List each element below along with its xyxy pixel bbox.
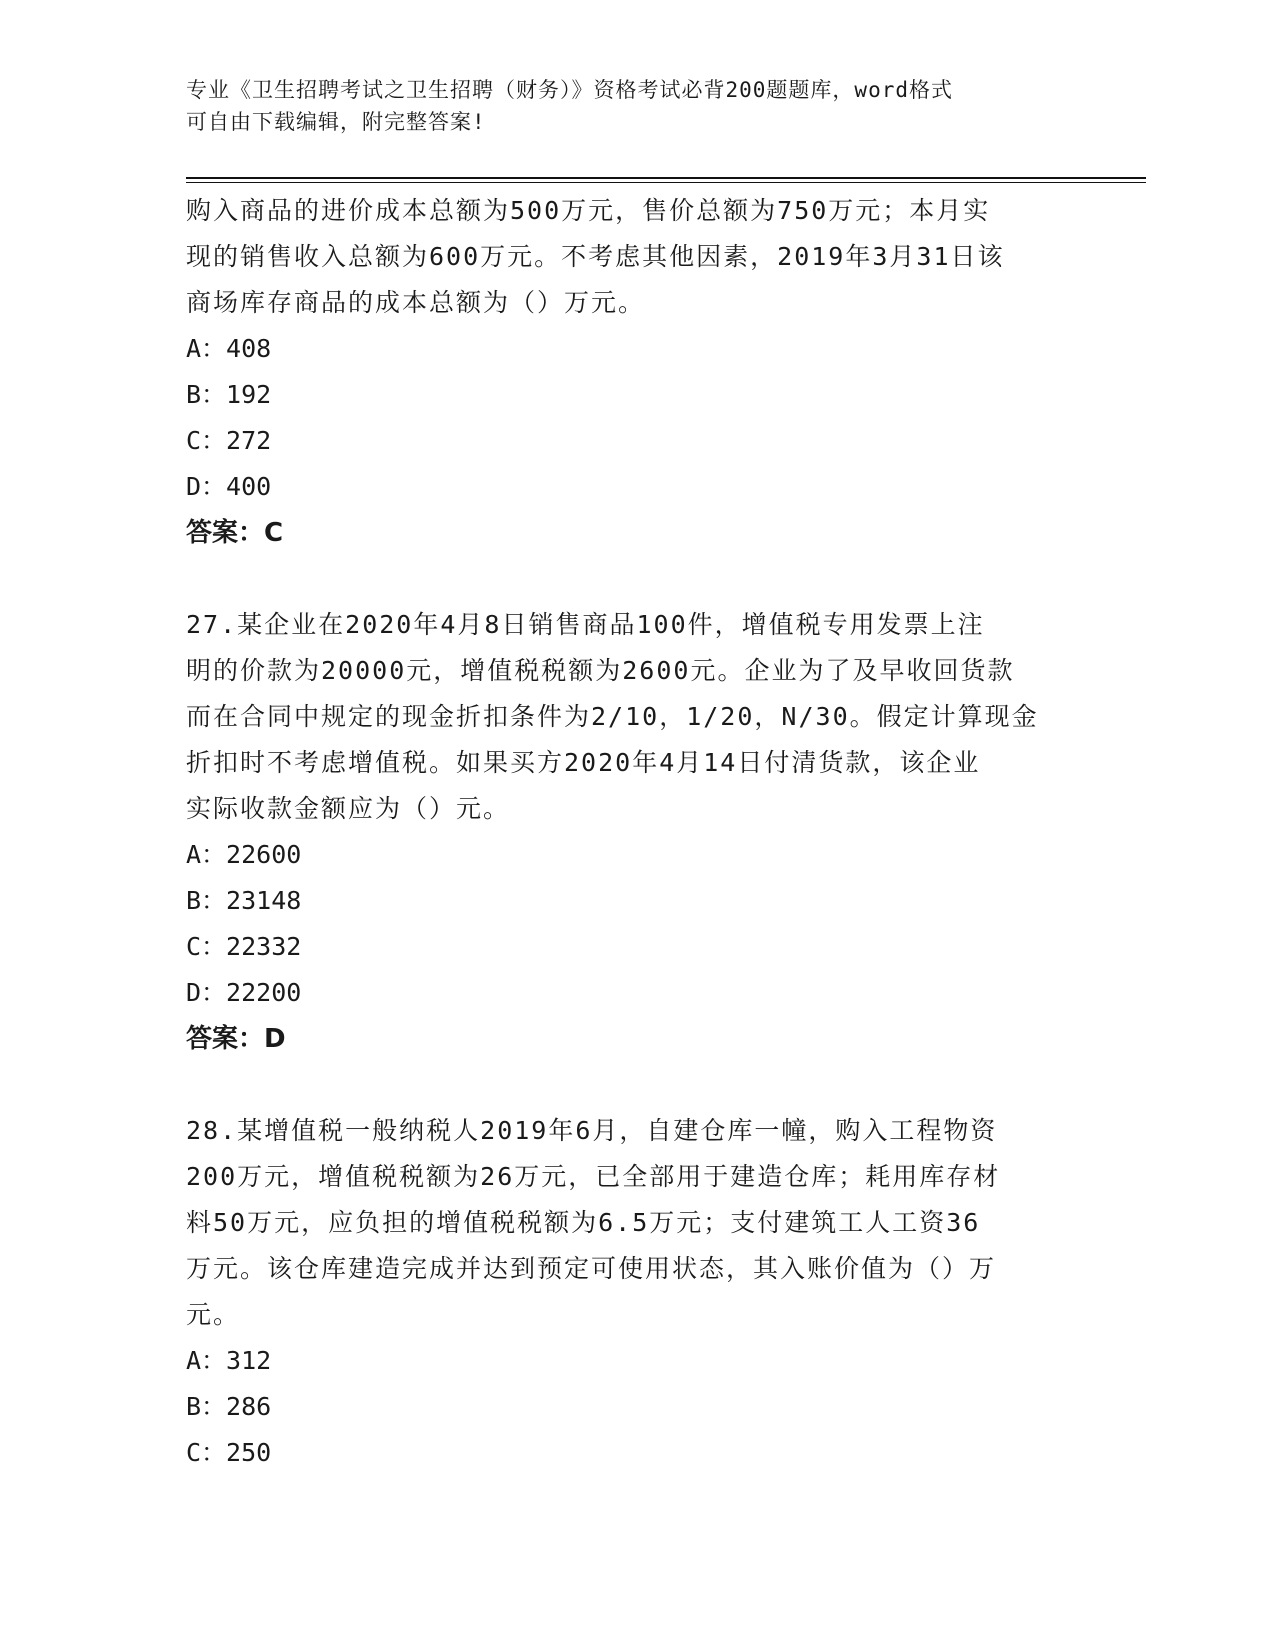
header-line-2: 可自由下载编辑，附完整答案! bbox=[186, 110, 486, 134]
question-27-answer: 答案：D bbox=[186, 1024, 286, 1054]
question-27-option-d: D：22200 bbox=[186, 978, 302, 1007]
question-26-option-b: B：192 bbox=[186, 380, 272, 409]
question-27 bbox=[186, 602, 1086, 1062]
document-header bbox=[186, 74, 1086, 138]
question-27-option-a: A：22600 bbox=[186, 840, 302, 869]
question-list bbox=[186, 188, 1086, 1476]
question-27-option-b: B：23148 bbox=[186, 886, 302, 915]
question-28-option-b: B：286 bbox=[186, 1392, 272, 1421]
spacer bbox=[186, 1062, 1086, 1108]
question-28-option-c: C：250 bbox=[186, 1438, 272, 1467]
question-28-text: 28.某增值税一般纳税人2019年6月，自建仓库一幢，购入工程物资 200万元，增值税税额为26万元，已全部用于建造仓库；耗用库存材 料50万元，应负担的增值税税额为6.5万元；支付建筑工人工资36 万元。该仓库建造完成并达到预定可使用状态，其入账价值为（）万 元。 bbox=[186, 1116, 1001, 1329]
question-26-text: 购入商品的进价成本总额为500万元，售价总额为750万元；本月实 现的销售收入总额为600万元。不考虑其他因素，2019年3月31日该 商场库存商品的成本总额为（）万元。 bbox=[186, 196, 1005, 317]
question-26-answer: 答案：C bbox=[186, 518, 284, 548]
spacer bbox=[186, 556, 1086, 602]
question-27-text: 27.某企业在2020年4月8日销售商品100件，增值税专用发票上注 明的价款为20000元，增值税税额为2600元。企业为了及早收回货款 而在合同中规定的现金折扣条件为2/10，1/20，N/30。假定计算现金 折扣时不考虑增值税。如果买方2020年4月14日付清货款，该企业 实际收款金额应为（）元。 bbox=[186, 610, 1039, 823]
question-26-option-c: C：272 bbox=[186, 426, 272, 455]
question-26-option-d: D：400 bbox=[186, 472, 272, 501]
question-28 bbox=[186, 1108, 1086, 1476]
header-line-1: 专业《卫生招聘考试之卫生招聘（财务）》资格考试必背200题题库，word格式 bbox=[186, 78, 953, 102]
question-26 bbox=[186, 188, 1086, 556]
header-divider-thick bbox=[186, 177, 1146, 179]
question-26-option-a: A：408 bbox=[186, 334, 272, 363]
question-28-option-a: A：312 bbox=[186, 1346, 272, 1375]
question-27-option-c: C：22332 bbox=[186, 932, 302, 961]
header-divider-thin bbox=[186, 182, 1146, 183]
